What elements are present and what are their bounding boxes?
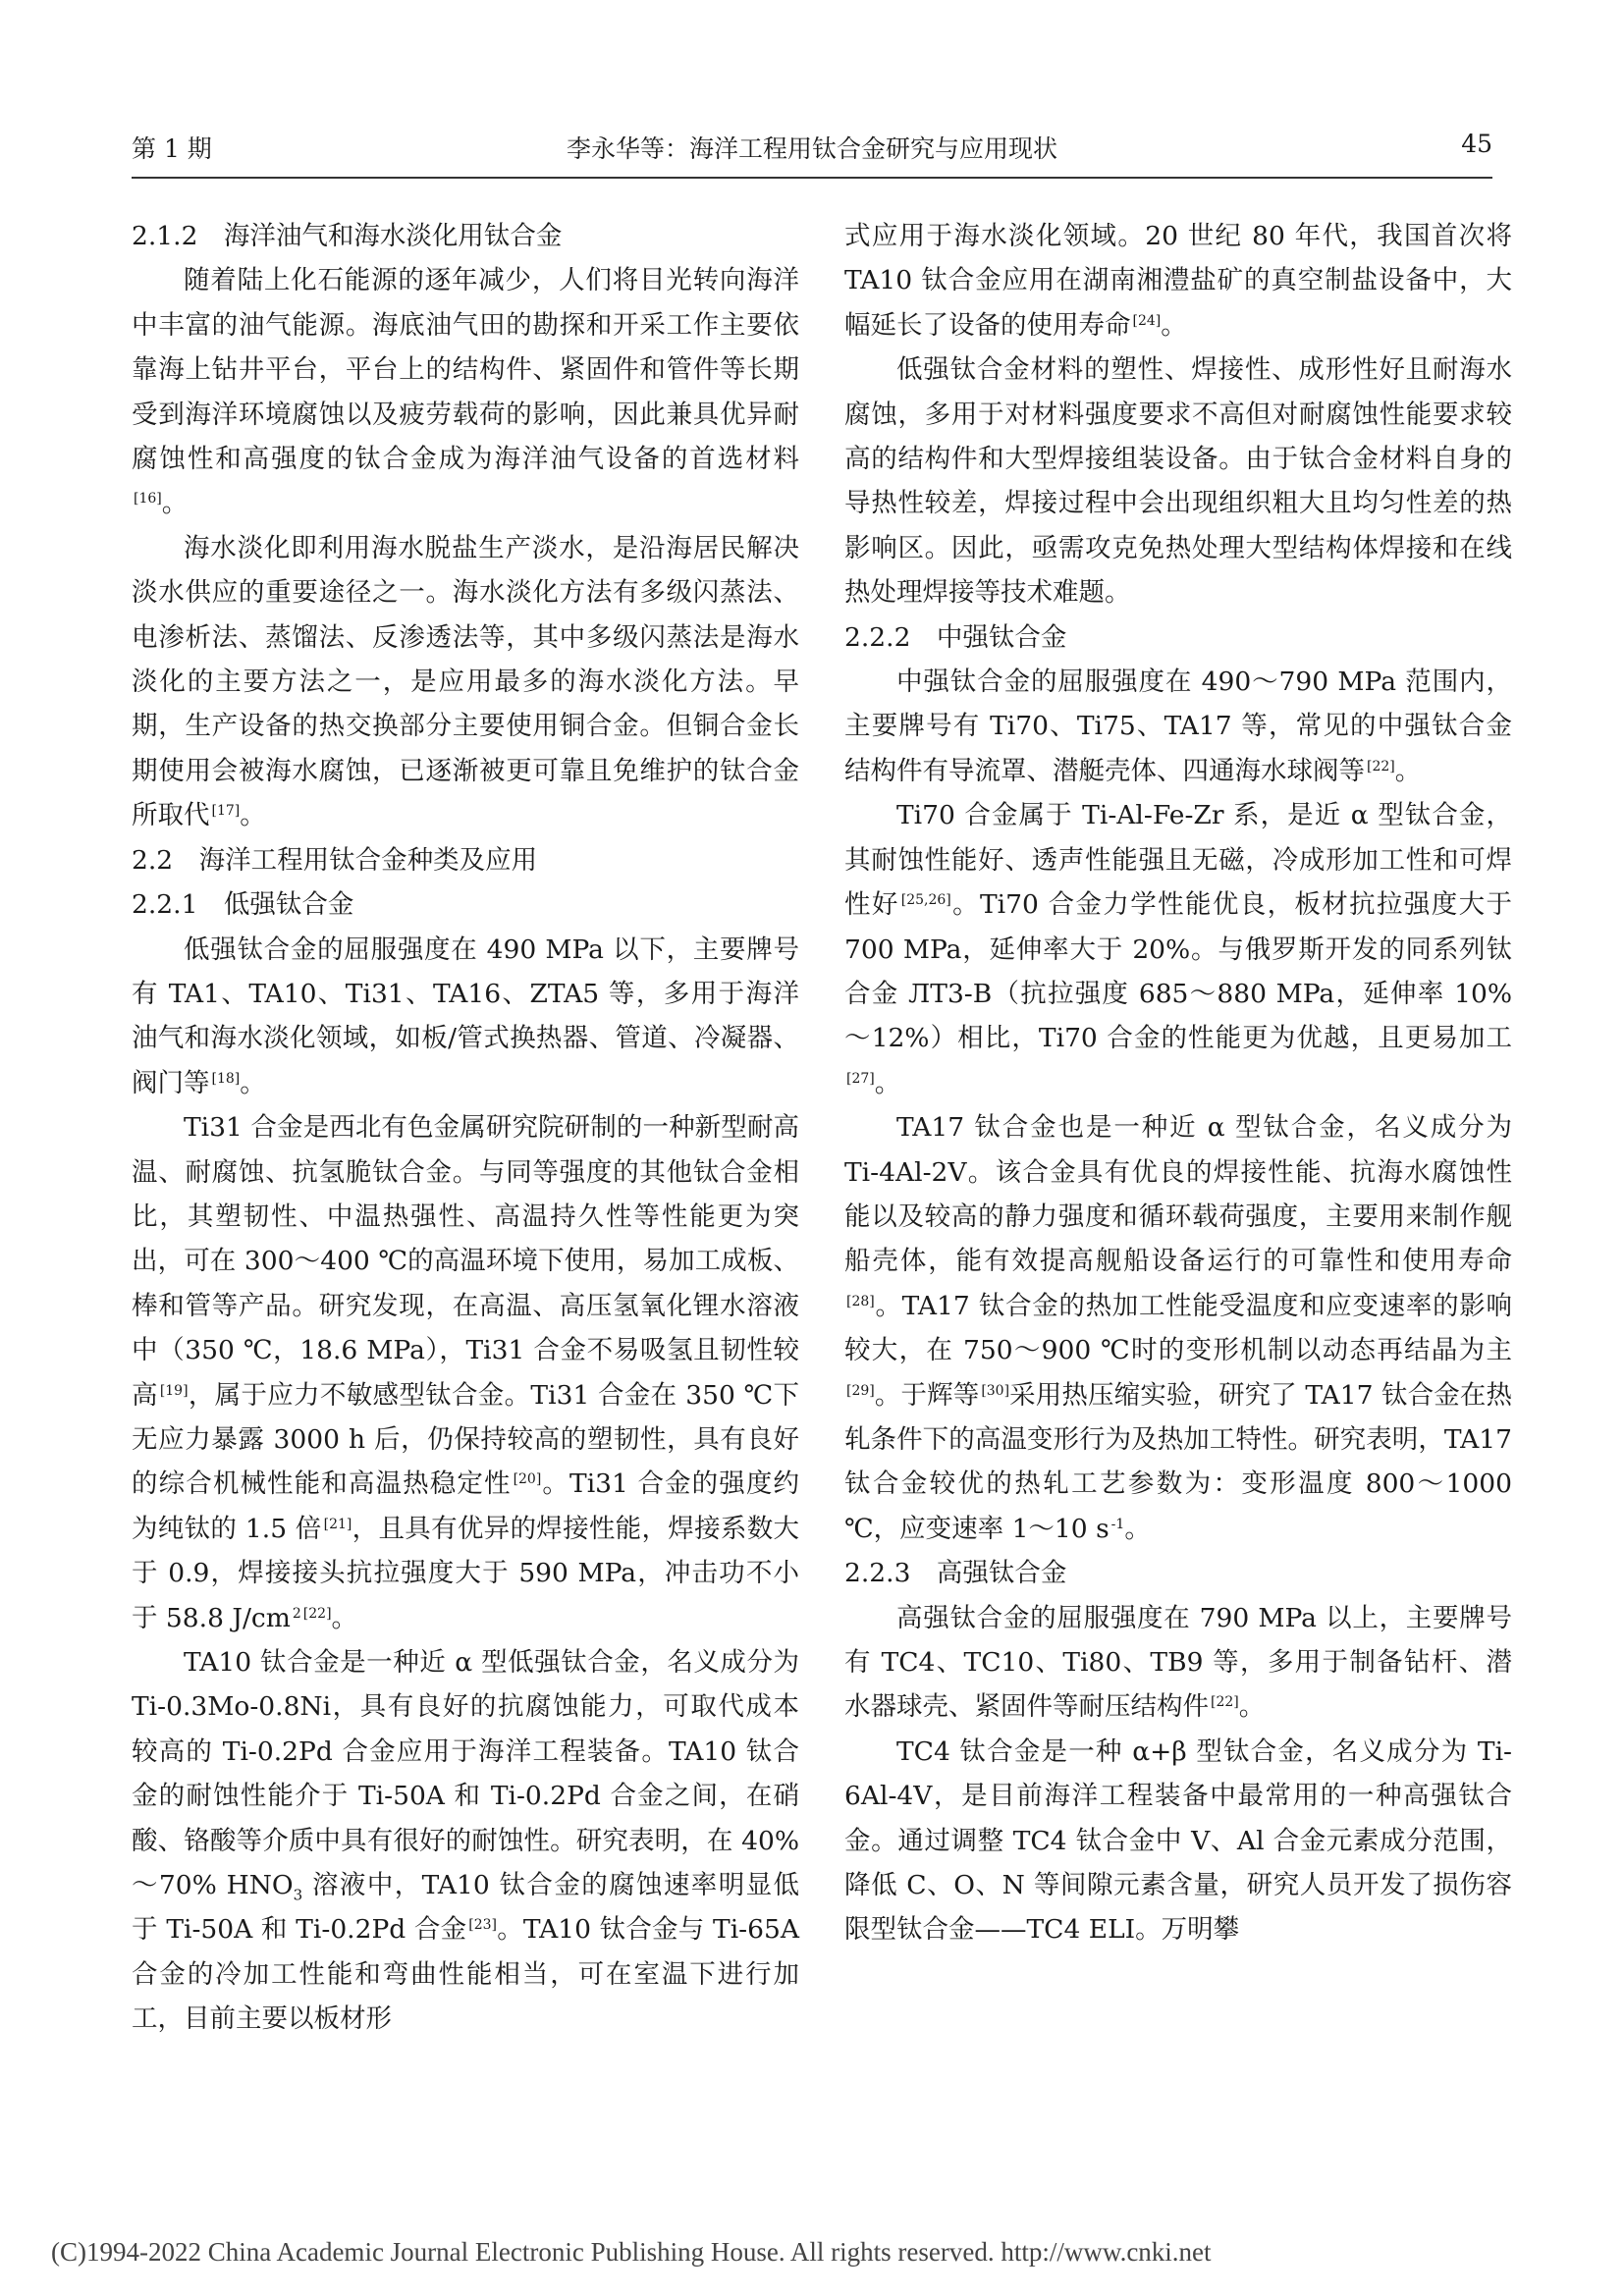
citation: [23] (468, 1917, 498, 1934)
paragraph: Ti31 合金是西北有色金属研究院研制的一种新型耐高温、耐腐蚀、抗氢脆钛合金。与同等强度的其他钛合金相比，其塑韧性、中温热强性、高温持久性等性能更为突出，可在 300～400 ℃的高温环境下使用，易加工成板、棒和管等产品。研究发现，在高温、高压氢氧化锂水溶液中（350 ℃，18.6 MPa），Ti31 合金不易吸氢且韧性较高 [19]，属于应力不敏感型钛合金。Ti31 合金在 350 ℃下无应力暴露 3000 h 后，仍保持较高的塑韧性，具有良好的综合机械性能和高温热稳定性 [20]。Ti31 合金的强度约为纯钛的 1.5 倍 [21]，且具有优异的焊接性能，焊接系数大于 0.9，焊接接头抗拉强度大于 590 MPa，冲击功不小于 58.8 J/cm $^2$ [22]。 (132, 1112, 799, 1633)
section-heading-2-2-1: 2.2.1 低强钛合金 (132, 889, 354, 921)
citation: [22] (302, 1605, 332, 1622)
right-column (844, 214, 1512, 1952)
citation: [22] (1211, 1694, 1239, 1711)
citation: [17] (211, 803, 241, 820)
citation: [18] (211, 1070, 241, 1087)
paragraph: 低强钛合金的屈服强度在 490 MPa 以下，主要牌号有 TA1、TA10、Ti31、TA16、ZTA5 等，多用于海洋油气和海水淡化领域，如板/管式换热器、管道、冷凝器、阀门等 [18]。 (132, 934, 799, 1098)
citation: [20] (513, 1471, 542, 1488)
citation: [30] (981, 1382, 1010, 1399)
citation: [16] (134, 491, 162, 507)
section-heading-2-2-3: 2.2.3 高强钛合金 (844, 1558, 1067, 1589)
running-header (132, 130, 1492, 169)
paragraph: 低强钛合金材料的塑性、焊接性、成形性好且耐海水腐蚀，多用于对材料强度要求不高但对耐腐蚀性能要求较高的结构件和大型焊接组装设备。由于钛合金材料自身的导热性较差，焊接过程中会出现组织粗大且均匀性差的热影响区。因此，亟需攻克免热处理大型结构体焊接和在线热处理焊接等技术难题。 (844, 354, 1512, 609)
paragraph: 海水淡化即利用海水脱盐生产淡水，是沿海居民解决淡水供应的重要途径之一。海水淡化方法有多级闪蒸法、电渗析法、蒸馏法、反渗透法等，其中多级闪蒸法是海水淡化的主要方法之一，是应用最多的海水淡化方法。早期，生产设备的热交换部分主要使用铜合金。但铜合金长期使用会被海水腐蚀，已逐渐被更可靠且免维护的钛合金所取代 [17]。 (132, 532, 799, 831)
paragraph: TA10 钛合金是一种近 α 型低强钛合金，名义成分为 Ti-0.3Mo-0.8Ni，具有良好的抗腐蚀能力，可取代成本较高的 Ti-0.2Pd 合金应用于海洋工程装备。TA10 钛合金的耐蚀性能介于 Ti-50A 和 Ti-0.2Pd 合金之间，在硝酸、铬酸等介质中具有很好的耐蚀性。研究表明，在 40%～70% $HNO_3$ 溶液中，TA10 钛合金的腐蚀速率明显低于 Ti-50A 和 Ti-0.2Pd 合金 [23]。TA10 钛合金与 Ti-65A 合金的冷加工性能和弯曲性能相当，可在室温下进行加工，目前主要以板材形 (132, 1647, 799, 2035)
citation: [27] (846, 1070, 875, 1087)
citation: [28] (846, 1293, 875, 1309)
paragraph: 随着陆上化石能源的逐年减少，人们将目光转向海洋中丰富的油气能源。海底油气田的勘探和开采工作主要依靠海上钻井平台，平台上的结构件、紧固件和管件等长期受到海洋环境腐蚀以及疲劳载荷的影响，因此兼具优异耐腐蚀性和高强度的钛合金成为海洋油气设备的首选材料[16]。 (132, 265, 799, 519)
subscript: 3 (293, 1886, 303, 1904)
left-column (132, 214, 799, 2042)
paragraph: Ti70 合金属于 Ti-Al-Fe-Zr 系，是近 α 型钛合金，其耐蚀性能好、透声性能强且无磁，冷成形加工性和可焊性好 [25,26]。Ti70 合金力学性能优良，板材抗拉强度大于 700 MPa，延伸率大于 20%。与俄罗斯开发的同系列钛合金 ЛТ3-В（抗拉强度 685～880 MPa，延伸率 10%～12%）相比，Ti70 合金的性能更为优越，且更易加工[27]。 (844, 800, 1512, 1098)
citation: [22] (1367, 758, 1395, 774)
issue-number: 第 1 期 (132, 134, 212, 163)
paragraph: 高强钛合金的屈服强度在 790 MPa 以上，主要牌号有 TC4、TC10、Ti80、TB9 等，多用于制备钻杆、潜水器球壳、紧固件等耐压结构件 [22]。 (844, 1602, 1512, 1723)
page-number: 45 (1461, 130, 1492, 158)
superscript: -1 (1110, 1516, 1125, 1532)
section-heading-2-2: 2.2 海洋工程用钛合金种类及应用 (132, 844, 538, 876)
citation: [19] (159, 1382, 189, 1399)
citation: [29] (846, 1382, 875, 1399)
section-heading-2-2-2: 2.2.2 中强钛合金 (844, 621, 1067, 653)
header-rule (132, 177, 1492, 179)
superscript: 2 (292, 1605, 301, 1622)
section-heading-2-1-2: 2.1.2 海洋油气和海水淡化用钛合金 (132, 221, 563, 251)
paragraph: 中强钛合金的屈服强度在 490～790 MPa 范围内，主要牌号有 Ti70、Ti75、TA17 等，常见的中强钛合金结构件有导流罩、潜艇壳体、四通海水球阀等 [22]。 (844, 667, 1512, 786)
paragraph: TC4 钛合金是一种 α+β 型钛合金，名义成分为 Ti-6Al-4V，是目前海洋工程装备中最常用的一种高强钛合金。通过调整 TC4 钛合金中 V、Al 合金元素成分范围，降低 C、O、N 等间隙元素含量，研究人员开发了损伤容限型钛合金——TC4 ELI。万明攀 (844, 1735, 1512, 1946)
paragraph: TA17 钛合金也是一种近 α 型钛合金，名义成分为 Ti-4Al-2V。该合金具有优良的焊接性能、抗海水腐蚀性能以及较高的静力强度和循环载荷强度，主要用来制作舰船壳体，能有效提高舰船设备运行的可靠性和使用寿命[28]。TA17 钛合金的热加工性能受温度和应变速率的影响较大，在 750～900 ℃时的变形机制以动态再结晶为主[29]。于辉等 [30]采用热压缩实验，研究了 TA17 钛合金在热轧条件下的高温变形行为及热加工特性。研究表明，TA17 钛合金较优的热轧工艺参数为：变形温度 800～1000 ℃，应变速率 1～10 s $^{-1}$。 (844, 1112, 1512, 1544)
paragraph: 式应用于海水淡化领域。20 世纪 80 年代，我国首次将 TA10 钛合金应用在湖南湘澧盐矿的真空制盐设备中，大幅延长了设备的使用寿命 [24]。 (844, 221, 1512, 341)
citation: [25,26] (900, 892, 951, 909)
citation: [24] (1132, 312, 1162, 329)
running-title: 李永华等：海洋工程用钛合金研究与应用现状 (566, 134, 1057, 163)
copyright-footer: (C)1994-2022 China Academic Journal Electronic Publishing House. All rights reserved. http://www.cnki.net (51, 2237, 1212, 2267)
citation: [21] (323, 1516, 352, 1532)
